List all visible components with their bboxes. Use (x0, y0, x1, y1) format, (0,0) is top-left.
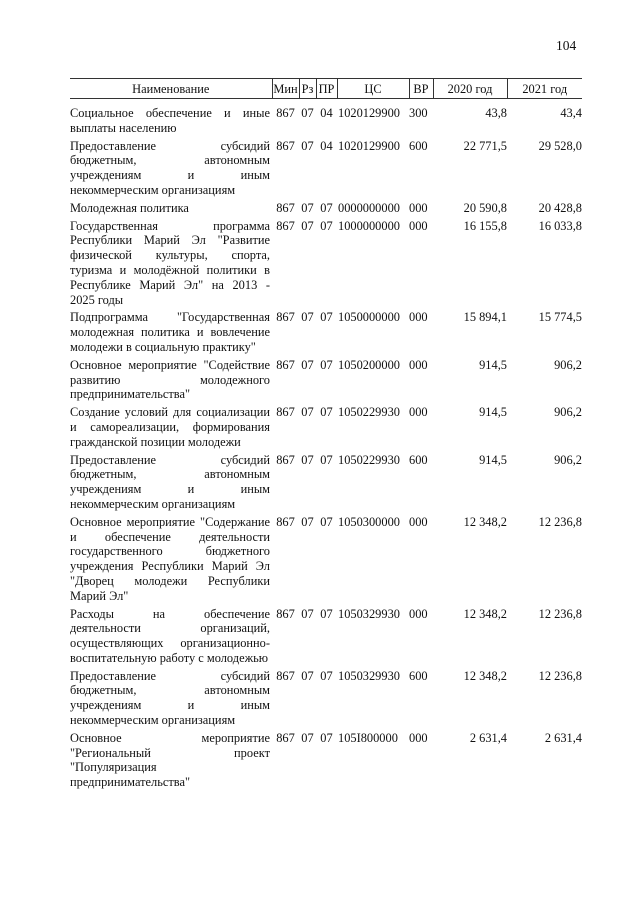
cell-cs: 1050329930 (338, 606, 400, 621)
header-2020: 2020 год (433, 79, 507, 99)
cell-2020: 12 348,2 (463, 514, 507, 529)
cell-min: 867 (276, 106, 295, 120)
cell-pr: 07 (320, 606, 333, 621)
header-pr: ПР (316, 79, 337, 99)
cell-name: Расходы на обеспечение деятельности организаций, осуществляющих организационно-воспитательную работу с молодежью (70, 606, 270, 665)
cell-min: 867 (276, 606, 295, 621)
cell-vr: 600 (409, 138, 428, 153)
cell-vr: 000 (409, 357, 428, 372)
table-header (70, 79, 582, 99)
header-min: Мин (272, 79, 299, 99)
cell-name: Основное мероприятие "Региональный проект "Популяризация предпринимательства" (70, 730, 270, 790)
cell-2020: 20 590,8 (463, 200, 507, 215)
cell-rz: 07 (301, 310, 314, 325)
cell-pr: 07 (320, 668, 333, 683)
table-row (70, 355, 582, 402)
cell-2020: 16 155,8 (463, 218, 507, 233)
cell-cs: 1020129900 (338, 138, 400, 153)
cell-2021: 2 631,4 (544, 730, 582, 745)
table-row (70, 604, 582, 666)
cell-cs: 1050329930 (338, 668, 400, 683)
cell-rz: 07 (301, 514, 314, 529)
cell-min: 867 (276, 668, 295, 683)
cell-pr: 07 (320, 405, 333, 420)
cell-rz: 07 (301, 106, 314, 120)
page-number: 104 (556, 38, 577, 53)
cell-cs: 1050300000 (338, 514, 400, 529)
table-row (70, 666, 582, 728)
cell-name: Социальное обеспечение и иные выплаты населению (70, 106, 270, 135)
cell-2021: 12 236,8 (538, 606, 582, 621)
cell-2021: 43,4 (560, 106, 582, 120)
cell-2021: 906,2 (554, 357, 582, 372)
cell-pr: 07 (320, 514, 333, 529)
cell-rz: 07 (301, 357, 314, 372)
header-vr: ВР (409, 79, 433, 99)
cell-rz: 07 (301, 218, 314, 233)
cell-2020: 43,8 (485, 106, 507, 120)
cell-name: Основное мероприятие "Содержание и обеспечение деятельности государственного бюджетного учреждения Республики Марий Эл "Дворец молодежи Республики Марий Эл" (70, 514, 270, 603)
table-row (70, 728, 582, 790)
cell-min: 867 (276, 138, 295, 153)
cell-name: Молодежная политика (70, 200, 189, 215)
cell-rz: 07 (301, 452, 314, 467)
cell-name: Подпрограмма "Государственная молодежная политика и вовлечение молодежи в социальную практику" (70, 310, 270, 354)
header-cs: ЦС (337, 79, 409, 99)
cell-min: 867 (276, 452, 295, 467)
cell-min: 867 (276, 357, 295, 372)
cell-rz: 07 (301, 668, 314, 683)
cell-cs: 1020129900 (338, 106, 400, 120)
cell-min: 867 (276, 200, 295, 215)
cell-pr: 07 (320, 218, 333, 233)
cell-min: 867 (276, 514, 295, 529)
cell-name: Предоставление субсидий бюджетным, автономным учреждениям и иным некоммерческим организациям (70, 452, 270, 511)
cell-rz: 07 (301, 405, 314, 420)
cell-pr: 04 (320, 106, 333, 120)
cell-rz: 07 (301, 730, 314, 745)
cell-pr: 04 (320, 138, 333, 153)
table-body (70, 99, 582, 791)
cell-vr: 300 (409, 106, 428, 120)
cell-cs: 105I800000 (338, 730, 398, 745)
cell-2021: 15 774,5 (538, 310, 582, 325)
table-row (70, 216, 582, 308)
cell-2020: 914,5 (479, 357, 507, 372)
table-row (70, 307, 582, 354)
cell-2021: 906,2 (554, 452, 582, 467)
cell-2021: 16 033,8 (538, 218, 582, 233)
cell-vr: 000 (409, 218, 428, 233)
cell-min: 867 (276, 310, 295, 325)
cell-vr: 600 (409, 452, 428, 467)
budget-table (70, 78, 582, 790)
cell-vr: 000 (409, 730, 428, 745)
cell-name: Государственная программа Республики Марий Эл "Развитие физической культуры, спорта, туризма и молодёжной политики в Республике Марий Эл" на 2013 - 2025 годы (70, 218, 270, 307)
cell-pr: 07 (320, 452, 333, 467)
cell-name: Предоставление субсидий бюджетным, автономным учреждениям и иным некоммерческим организациям (70, 138, 270, 197)
cell-min: 867 (276, 218, 295, 233)
cell-cs: 0000000000 (338, 200, 400, 215)
cell-pr: 07 (320, 200, 333, 215)
cell-cs: 1050229930 (338, 405, 400, 420)
cell-pr: 07 (320, 730, 333, 745)
table-row (70, 99, 582, 136)
cell-2021: 12 236,8 (538, 668, 582, 683)
cell-rz: 07 (301, 200, 314, 215)
cell-2021: 20 428,8 (538, 200, 582, 215)
cell-2020: 12 348,2 (463, 606, 507, 621)
cell-pr: 07 (320, 310, 333, 325)
cell-2020: 914,5 (479, 405, 507, 420)
cell-rz: 07 (301, 138, 314, 153)
cell-2021: 12 236,8 (538, 514, 582, 529)
cell-rz: 07 (301, 606, 314, 621)
cell-name: Предоставление субсидий бюджетным, автономным учреждениям и иным некоммерческим организациям (70, 668, 270, 728)
cell-vr: 600 (409, 668, 428, 683)
cell-vr: 000 (409, 405, 428, 420)
table-row (70, 198, 582, 216)
table-row (70, 450, 582, 512)
cell-cs: 1000000000 (338, 218, 400, 233)
cell-min: 867 (276, 405, 295, 420)
table-row (70, 512, 582, 604)
cell-pr: 07 (320, 357, 333, 372)
cell-2020: 914,5 (479, 452, 507, 467)
cell-vr: 000 (409, 200, 428, 215)
header-2021: 2021 год (507, 79, 582, 99)
cell-min: 867 (276, 730, 295, 745)
cell-2021: 906,2 (554, 405, 582, 420)
cell-cs: 1050229930 (338, 452, 400, 467)
table-row (70, 402, 582, 449)
cell-2020: 15 894,1 (463, 310, 507, 325)
cell-2020: 22 771,5 (463, 138, 507, 153)
table-row (70, 136, 582, 198)
header-name: Наименование (70, 79, 272, 99)
cell-name: Создание условий для социализации и самореализации, формирования гражданской позиции молодежи (70, 405, 270, 449)
cell-name: Основное мероприятие "Содействие развитию молодежного предпринимательства" (70, 357, 270, 402)
cell-cs: 1050000000 (338, 310, 400, 325)
cell-2021: 29 528,0 (538, 138, 582, 153)
cell-2020: 12 348,2 (463, 668, 507, 683)
cell-vr: 000 (409, 310, 428, 325)
cell-vr: 000 (409, 514, 428, 529)
cell-cs: 1050200000 (338, 357, 400, 372)
header-rz: Рз (299, 79, 316, 99)
cell-2020: 2 631,4 (469, 730, 507, 745)
cell-vr: 000 (409, 606, 428, 621)
